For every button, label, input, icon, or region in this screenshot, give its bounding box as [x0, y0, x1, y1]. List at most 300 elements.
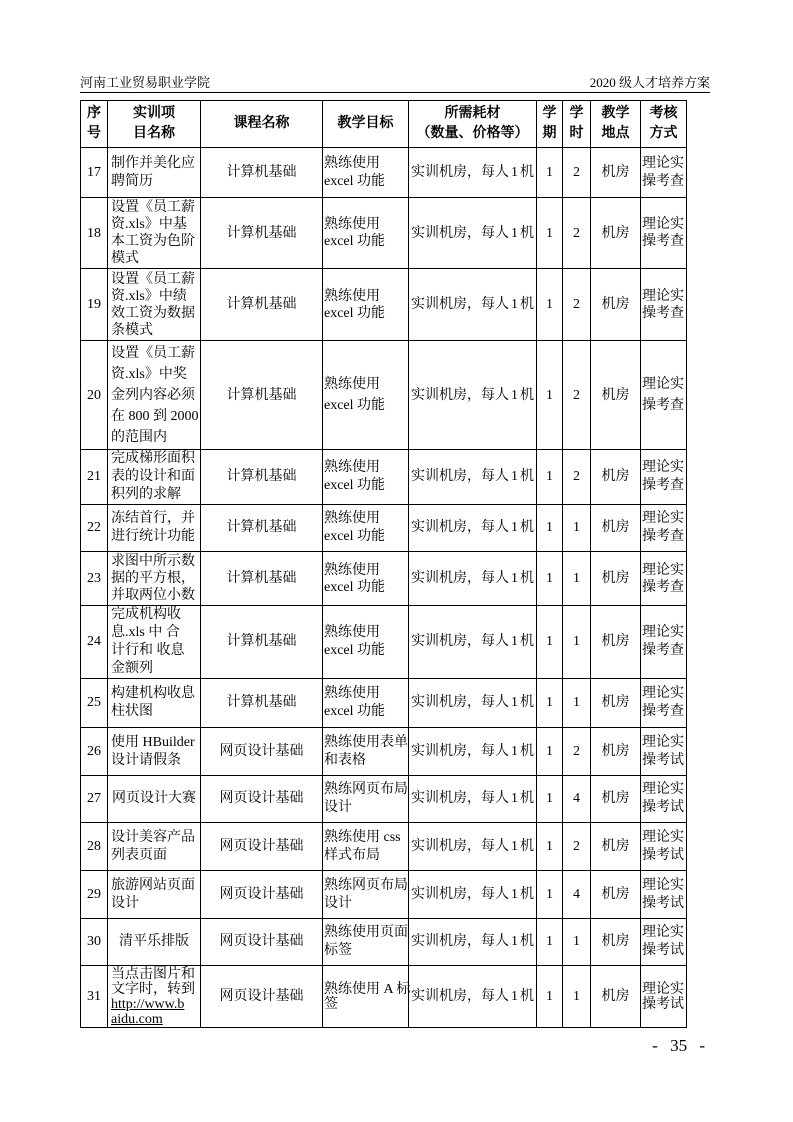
cell-project: [108, 341, 201, 450]
cell-course-text: 计算机基础: [226, 225, 297, 241]
cell-assessment: [641, 148, 687, 198]
cell-no: [81, 966, 108, 1028]
cell-course-text: 计算机基础: [226, 634, 297, 649]
cell-no-text: 24: [87, 634, 101, 649]
cell-project-text: 设置《员工薪 资.xls》中奖 金列内容必须 在 800 到 2000 的范围内: [111, 345, 199, 445]
cell-hours-text: 1: [573, 634, 580, 649]
cell-goal: [323, 679, 409, 728]
column-header-label: 所需耗材 （数量、价格等）: [416, 106, 529, 141]
cell-materials-text: 实训机房，每人 1 机: [411, 743, 534, 759]
cell-place: [591, 966, 641, 1028]
cell-place: [591, 823, 641, 871]
cell-hours: [563, 679, 591, 728]
cell-course: [201, 198, 323, 269]
cell-materials: [409, 450, 537, 505]
cell-no-text: 22: [87, 520, 101, 535]
cell-hours-text: 2: [573, 838, 580, 854]
cell-hours: [563, 505, 591, 552]
cell-goal-text: 熟练使用 excel 功能: [324, 460, 386, 493]
cell-hours: [563, 450, 591, 505]
cell-place: [591, 198, 641, 269]
cell-goal: [323, 823, 409, 871]
cell-no: [81, 505, 108, 552]
cell-no-text: 27: [87, 791, 101, 806]
cell-term: [537, 450, 563, 505]
cell-place: [591, 269, 641, 341]
cell-project-text: 旅游网站页面 设计: [111, 877, 195, 911]
cell-assessment-text: 理论实 操考试: [642, 782, 684, 815]
cell-project: [108, 198, 201, 269]
cell-hours: [563, 552, 591, 606]
cell-hours-text: 1: [573, 571, 580, 586]
cell-term: [537, 341, 563, 450]
cell-course-text: 网页设计基础: [219, 934, 304, 949]
column-header-no: [81, 101, 108, 148]
cell-no: [81, 341, 108, 450]
cell-project: [108, 552, 201, 606]
cell-project: [108, 450, 201, 505]
header-row: [81, 101, 687, 148]
cell-goal-text: 熟练使用 excel 功能: [324, 377, 386, 413]
cell-course-text: 计算机基础: [226, 520, 297, 535]
cell-term-text: 1: [546, 838, 553, 854]
cell-hours-text: 1: [573, 934, 580, 949]
cell-no-text: 30: [87, 934, 101, 949]
cell-course: [201, 148, 323, 198]
cell-materials: [409, 919, 537, 966]
cell-term-text: 1: [546, 520, 553, 535]
column-header-label: 实训项 目名称: [133, 106, 175, 141]
cell-course: [201, 919, 323, 966]
cell-place-text: 机房: [601, 520, 630, 535]
cell-project: [108, 148, 201, 198]
cell-place-text: 机房: [601, 695, 630, 710]
cell-term: [537, 505, 563, 552]
cell-hours-text: 4: [573, 791, 580, 806]
cell-place-text: 机房: [601, 571, 630, 586]
cell-goal-text: 熟练使用 excel 功能: [324, 562, 386, 595]
cell-goal: [323, 505, 409, 552]
cell-no-text: 23: [87, 571, 101, 586]
cell-course: [201, 728, 323, 776]
cell-place: [591, 148, 641, 198]
cell-project-link[interactable]: http://www.b aidu.com: [111, 996, 185, 1027]
cell-materials-text: 实训机房，每人 1 机: [411, 571, 534, 586]
cell-hours: [563, 148, 591, 198]
cell-assessment: [641, 505, 687, 552]
table-body: [81, 148, 687, 1028]
cell-goal: [323, 198, 409, 269]
cell-no: [81, 919, 108, 966]
cell-hours-text: 1: [573, 989, 580, 1004]
cell-goal-text: 熟练使用 excel 功能: [324, 686, 386, 719]
column-header-hours: [563, 101, 591, 148]
cell-course: [201, 823, 323, 871]
table-row: [81, 148, 687, 198]
cell-place: [591, 776, 641, 823]
column-header-label: 序 号: [87, 106, 101, 141]
cell-place-text: 机房: [601, 634, 630, 649]
cell-hours: [563, 341, 591, 450]
cell-assessment-text: 理论实 操考查: [642, 377, 684, 413]
cell-assessment-text: 理论实 操考查: [642, 511, 684, 544]
cell-assessment: [641, 679, 687, 728]
cell-assessment-text: 理论实 操考查: [642, 562, 684, 595]
cell-materials: [409, 505, 537, 552]
cell-goal: [323, 871, 409, 919]
cell-materials-text: 实训机房，每人 1 机: [411, 634, 534, 649]
cell-no: [81, 450, 108, 505]
cell-materials-text: 实训机房，每人 1 机: [411, 695, 534, 710]
cell-assessment-text: 理论实 操考查: [642, 155, 684, 189]
cell-course: [201, 552, 323, 606]
cell-place-text: 机房: [601, 225, 630, 241]
cell-place: [591, 871, 641, 919]
cell-no-text: 25: [87, 695, 101, 710]
cell-materials-text: 实训机房，每人 1 机: [411, 791, 534, 806]
cell-place: [591, 728, 641, 776]
table-row: [81, 871, 687, 919]
table-row: [81, 450, 687, 505]
cell-goal: [323, 450, 409, 505]
cell-term: [537, 919, 563, 966]
cell-hours-text: 2: [573, 387, 580, 403]
cell-course: [201, 505, 323, 552]
cell-course-text: 网页设计基础: [219, 886, 304, 902]
cell-goal: [323, 728, 409, 776]
cell-place-text: 机房: [601, 838, 630, 854]
cell-term: [537, 966, 563, 1028]
cell-no: [81, 552, 108, 606]
cell-assessment: [641, 606, 687, 679]
running-header: [80, 74, 710, 92]
cell-materials-text: 实训机房，每人 1 机: [411, 387, 534, 403]
cell-hours: [563, 776, 591, 823]
cell-term: [537, 606, 563, 679]
table-row: [81, 919, 687, 966]
cell-term-text: 1: [546, 164, 553, 180]
cell-hours-text: 2: [573, 164, 580, 180]
cell-hours-text: 1: [573, 695, 580, 710]
cell-course: [201, 679, 323, 728]
cell-no: [81, 871, 108, 919]
cell-hours-text: 2: [573, 743, 580, 759]
cell-place: [591, 606, 641, 679]
cell-hours: [563, 966, 591, 1028]
cell-assessment-text: 理论实 操考查: [642, 460, 684, 493]
cell-goal: [323, 776, 409, 823]
column-header-place: [591, 101, 641, 148]
cell-term-text: 1: [546, 571, 553, 586]
cell-goal-text: 熟练使用 excel 功能: [324, 625, 386, 658]
table-row: [81, 776, 687, 823]
cell-no-text: 20: [87, 387, 101, 403]
cell-materials: [409, 823, 537, 871]
cell-hours: [563, 269, 591, 341]
institution-name: 河南工业贸易职业学院: [80, 75, 211, 90]
cell-term: [537, 776, 563, 823]
cell-project: [108, 823, 201, 871]
cell-goal-text: 熟练使用 excel 功能: [324, 155, 386, 189]
table-row: [81, 823, 687, 871]
cell-materials: [409, 966, 537, 1028]
cell-hours: [563, 198, 591, 269]
cell-goal: [323, 341, 409, 450]
cell-goal-text: 熟练使用 excel 功能: [324, 288, 386, 321]
cell-project-text: 制作并美化应 聘简历: [111, 155, 195, 189]
cell-assessment: [641, 919, 687, 966]
cell-project-text: 完成机构收 息.xls 中 合 计行和 收息 金额列: [111, 607, 185, 676]
cell-materials: [409, 606, 537, 679]
cell-goal: [323, 148, 409, 198]
cell-materials-text: 实训机房，每人 1 机: [411, 297, 534, 312]
column-header-label: 学 期: [542, 106, 557, 141]
cell-project-text: 设计美容产品 列表页面: [111, 829, 195, 863]
cell-project: [108, 679, 201, 728]
cell-term-text: 1: [546, 695, 553, 710]
cell-project-text: 网页设计大赛: [112, 791, 196, 806]
cell-course-text: 计算机基础: [226, 164, 297, 180]
cell-materials-text: 实训机房，每人 1 机: [411, 469, 534, 484]
table-row: [81, 679, 687, 728]
cell-materials: [409, 679, 537, 728]
cell-project-text: 使用 HBuilder 设计请假条: [111, 734, 195, 768]
cell-assessment: [641, 450, 687, 505]
cell-term: [537, 679, 563, 728]
cell-course-text: 网页设计基础: [219, 791, 304, 806]
table-row: [81, 505, 687, 552]
cell-assessment: [641, 552, 687, 606]
cell-project-text: 清平乐排版: [119, 934, 189, 949]
cell-materials-text: 实训机房，每人 1 机: [411, 225, 534, 241]
column-header-materials: [409, 101, 537, 148]
cell-assessment-text: 理论实 操考试: [642, 877, 684, 911]
cell-assessment: [641, 776, 687, 823]
cell-no-text: 19: [87, 297, 101, 312]
table-row: [81, 966, 687, 1028]
cell-goal-text: 熟练使用 A 标 签: [324, 981, 411, 1012]
cell-course: [201, 966, 323, 1028]
column-header-label: 学 时: [569, 106, 584, 141]
cell-materials: [409, 871, 537, 919]
cell-materials-text: 实训机房，每人 1 机: [411, 520, 534, 535]
cell-term: [537, 269, 563, 341]
cell-term-text: 1: [546, 934, 553, 949]
cell-goal-text: 熟练使用表单 和表格: [324, 734, 408, 768]
cell-term: [537, 148, 563, 198]
cell-no-text: 28: [87, 838, 101, 854]
cell-goal-text: 熟练使用 css 样式布局: [324, 829, 401, 863]
cell-term-text: 1: [546, 387, 553, 403]
cell-term-text: 1: [546, 225, 553, 241]
cell-project-text: 完成梯形面积 表的设计和面 积列的求解: [111, 451, 195, 502]
cell-project: [108, 606, 201, 679]
cell-project: [108, 919, 201, 966]
training-projects-table: [80, 100, 687, 1028]
cell-term-text: 1: [546, 743, 553, 759]
cell-project-text: 构建机构收息 柱状图: [111, 686, 195, 719]
cell-hours: [563, 823, 591, 871]
page-number: - 35 -: [652, 1036, 705, 1055]
cell-no: [81, 728, 108, 776]
table-row: [81, 198, 687, 269]
cell-goal-text: 熟练使用 excel 功能: [324, 511, 386, 544]
cell-materials: [409, 341, 537, 450]
cell-no: [81, 776, 108, 823]
cell-materials-text: 实训机房，每人 1 机: [411, 838, 534, 854]
cell-project: [108, 728, 201, 776]
cell-course: [201, 871, 323, 919]
cell-course-text: 计算机基础: [226, 297, 297, 312]
cell-course-text: 网页设计基础: [219, 743, 304, 759]
cell-course: [201, 606, 323, 679]
cell-goal: [323, 552, 409, 606]
cell-assessment: [641, 823, 687, 871]
cell-no: [81, 606, 108, 679]
cell-hours: [563, 919, 591, 966]
cell-project-text: 求图中所示数 据的平方根， 并取两位小数: [111, 554, 195, 603]
cell-no: [81, 823, 108, 871]
cell-materials: [409, 728, 537, 776]
column-header-goal: [323, 101, 409, 148]
cell-place: [591, 505, 641, 552]
column-header-label: 考核 方式: [649, 106, 678, 141]
cell-project-text: 设置《员工薪 资.xls》中绩 效工资为数据 条模式: [111, 271, 195, 338]
cell-term: [537, 198, 563, 269]
cell-no-text: 21: [87, 469, 101, 484]
column-header-course: [201, 101, 323, 148]
cell-assessment-text: 理论实 操考查: [642, 217, 684, 249]
column-header-label: 教学目标: [337, 116, 394, 131]
column-header-label: 课程名称: [233, 116, 290, 131]
cell-term: [537, 871, 563, 919]
cell-assessment: [641, 198, 687, 269]
cell-project: [108, 871, 201, 919]
cell-project: [108, 269, 201, 341]
cell-assessment: [641, 871, 687, 919]
table-head: [81, 101, 687, 148]
cell-hours: [563, 871, 591, 919]
cell-assessment: [641, 341, 687, 450]
cell-course-text: 计算机基础: [226, 571, 297, 586]
cell-place-text: 机房: [601, 743, 630, 759]
cell-term: [537, 823, 563, 871]
cell-assessment-text: 理论实 操考试: [642, 829, 684, 863]
cell-hours-text: 2: [573, 297, 580, 312]
cell-no: [81, 269, 108, 341]
column-header-assessment: [641, 101, 687, 148]
table-row: [81, 606, 687, 679]
cell-course: [201, 776, 323, 823]
header-rule: [80, 92, 710, 93]
cell-course-text: 网页设计基础: [219, 989, 304, 1004]
cell-assessment-text: 理论实 操考查: [642, 625, 684, 658]
cell-place-text: 机房: [601, 989, 630, 1004]
cell-place-text: 机房: [601, 387, 630, 403]
cell-materials: [409, 552, 537, 606]
cell-goal-text: 熟练使用页面 标签: [324, 925, 408, 958]
cell-assessment-text: 理论实 操考查: [642, 686, 684, 719]
cell-goal: [323, 919, 409, 966]
cell-course: [201, 269, 323, 341]
cell-materials: [409, 776, 537, 823]
cell-place: [591, 450, 641, 505]
cell-assessment: [641, 966, 687, 1028]
cell-hours-text: 2: [573, 469, 580, 484]
cell-term: [537, 728, 563, 776]
cell-materials-text: 实训机房，每人 1 机: [411, 934, 534, 949]
cell-term-text: 1: [546, 634, 553, 649]
cell-goal: [323, 269, 409, 341]
table-row: [81, 728, 687, 776]
cell-no: [81, 198, 108, 269]
cell-materials: [409, 148, 537, 198]
cell-place-text: 机房: [601, 791, 630, 806]
column-header-project: [108, 101, 201, 148]
cell-goal-text: 熟练使用 excel 功能: [324, 217, 386, 249]
cell-hours: [563, 606, 591, 679]
cell-assessment-text: 理论实 操考查: [642, 288, 684, 321]
cell-place: [591, 919, 641, 966]
cell-no-text: 17: [87, 164, 101, 180]
cell-no-text: 26: [87, 743, 101, 759]
cell-term-text: 1: [546, 886, 553, 902]
cell-term: [537, 552, 563, 606]
cell-assessment: [641, 728, 687, 776]
cell-goal-text: 熟练网页布局 设计: [324, 782, 408, 815]
cell-course-text: 计算机基础: [226, 695, 297, 710]
cell-hours-text: 1: [573, 520, 580, 535]
cell-course-text: 计算机基础: [226, 387, 297, 403]
cell-place-text: 机房: [601, 164, 630, 180]
cell-materials: [409, 269, 537, 341]
cell-course: [201, 450, 323, 505]
cell-assessment-text: 理论实 操考试: [642, 981, 684, 1012]
cell-place: [591, 341, 641, 450]
cell-assessment-text: 理论实 操考试: [642, 734, 684, 768]
cell-term-text: 1: [546, 469, 553, 484]
cell-course: [201, 341, 323, 450]
cell-project: [108, 966, 201, 1028]
document-title: 2020 级人才培养方案: [589, 75, 710, 90]
cell-place-text: 机房: [601, 886, 630, 902]
cell-place-text: 机房: [601, 469, 630, 484]
table-row: [81, 552, 687, 606]
cell-project-text: 冻结首行，并 进行统计功能: [111, 511, 195, 544]
cell-place-text: 机房: [601, 297, 630, 312]
cell-materials: [409, 198, 537, 269]
cell-materials-text: 实训机房，每人 1 机: [411, 164, 534, 180]
cell-no-text: 29: [87, 886, 101, 902]
cell-materials-text: 实训机房，每人 1 机: [411, 989, 534, 1004]
cell-no-text: 18: [87, 225, 101, 241]
cell-place: [591, 552, 641, 606]
cell-project-text: 设置《员工薪 资.xls》中基 本工资为色阶 模式: [111, 200, 195, 266]
column-header-label: 教学 地点: [601, 106, 630, 141]
cell-course-text: 网页设计基础: [219, 838, 304, 854]
cell-assessment: [641, 269, 687, 341]
column-header-term: [537, 101, 563, 148]
table-row: [81, 269, 687, 341]
cell-project: [108, 776, 201, 823]
cell-goal: [323, 966, 409, 1028]
cell-place-text: 机房: [601, 934, 630, 949]
table-row: [81, 341, 687, 450]
cell-hours: [563, 728, 591, 776]
cell-goal: [323, 606, 409, 679]
cell-term-text: 1: [546, 989, 553, 1004]
cell-no-text: 31: [87, 989, 101, 1004]
